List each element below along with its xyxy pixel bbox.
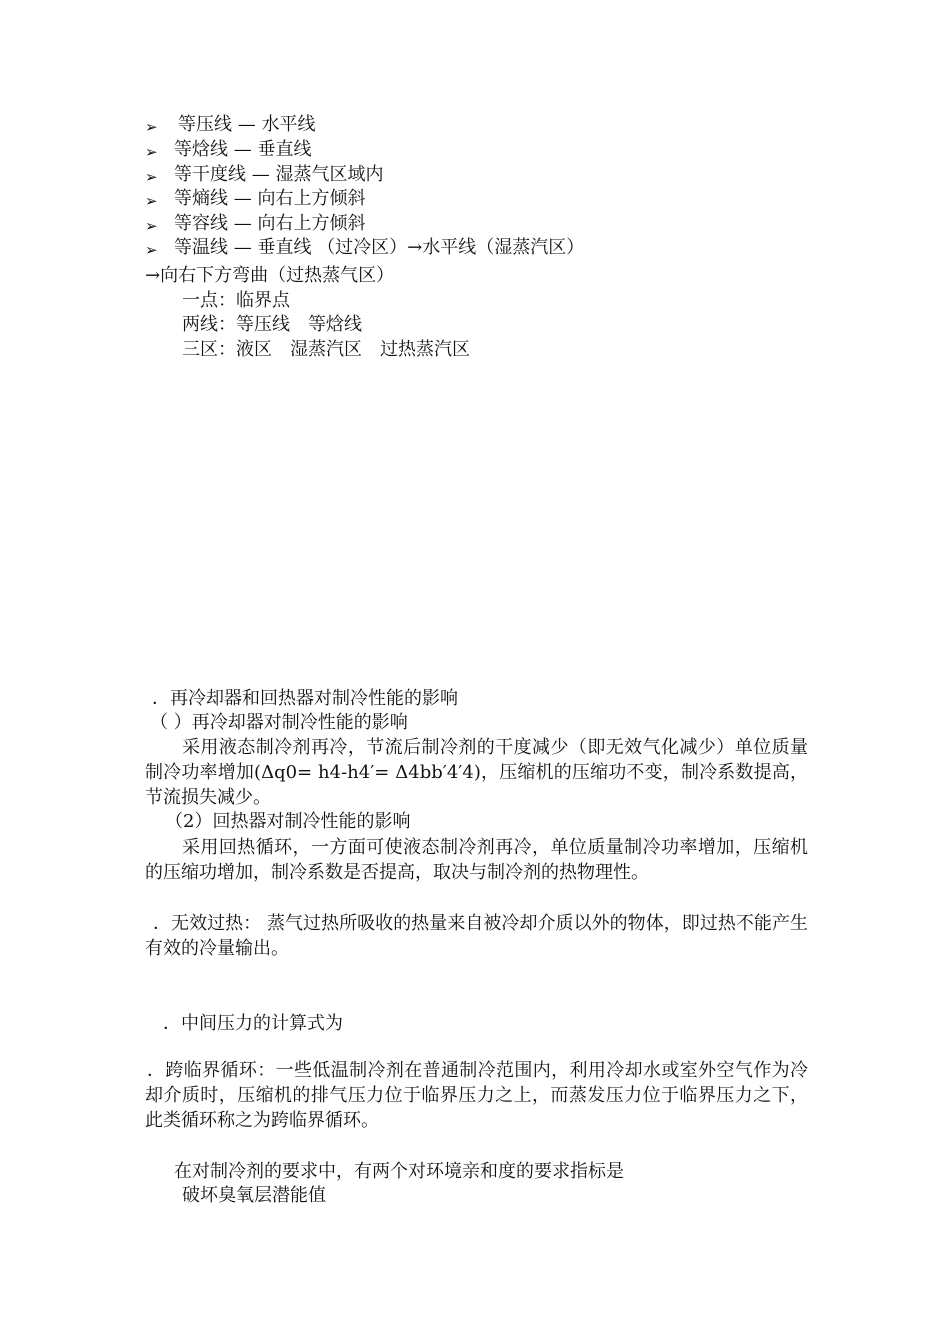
bullet-isenthalp: 等焓线 — 垂直线 (174, 139, 312, 160)
bullet-arrow-icon: ➢ (145, 168, 158, 186)
summary-one-point: 一点：临界点 (182, 290, 290, 311)
subsection-subcooler-heading: （ ）再冷却器对制冷性能的影响 (150, 712, 408, 733)
odp-item: 破坏臭氧层潜能值 (182, 1185, 326, 1206)
bullet-arrow-icon: ➢ (145, 143, 158, 161)
summary-two-lines: 两线：等压线 等焓线 (182, 314, 362, 335)
bullet-isentrope: 等熵线 — 向右上方倾斜 (174, 188, 366, 209)
summary-three-zones: 三区：液区 湿蒸汽区 过热蒸汽区 (182, 339, 470, 360)
bullet-arrow-icon: ➢ (145, 192, 158, 210)
transcritical-paragraph: ．跨临界循环：一些低温制冷剂在普通制冷范围内，利用冷却水或室外空气作为冷却介质时，压缩机的排气压力位于临界压力之上，而蒸发压力位于临界压力之下，此类循环称之为跨临界循环。 (145, 1060, 808, 1131)
bullet-continuation: →向右下方弯曲（过热蒸气区） (145, 265, 395, 286)
bullet-quality: 等干度线 — 湿蒸气区域内 (174, 164, 384, 185)
bullet-isobar: 等压线 — 水平线 (178, 114, 316, 135)
bullet-isotherm: 等温线 — 垂直线 （过冷区）→水平线（湿蒸汽区） (174, 237, 585, 258)
bullet-arrow-icon: ➢ (145, 241, 158, 259)
bullet-arrow-icon: ➢ (145, 118, 158, 136)
useless-superheat-paragraph: ．无效过热： 蒸气过热所吸收的热量来自被冷却介质以外的物体，即过热不能产生有效的冷量输出。 (145, 913, 808, 959)
bullet-arrow-icon: ➢ (145, 217, 158, 235)
environment-requirements: 在对制冷剂的要求中，有两个对环境亲和度的要求指标是 (174, 1161, 624, 1182)
section-heading: ．再冷却器和回热器对制冷性能的影响 (152, 688, 458, 709)
subsection-regenerator-body: 采用回热循环，一方面可使液态制冷剂再冷，单位质量制冷功率增加，压缩机的压缩功增加，制冷系数是否提高，取决与制冷剂的热物理性。 (145, 837, 808, 883)
intermediate-pressure-heading: ．中间压力的计算式为 (163, 1013, 343, 1034)
bullet-isochore: 等容线 — 向右上方倾斜 (174, 213, 366, 234)
subsection-regenerator-heading: （2）回热器对制冷性能的影响 (165, 811, 411, 832)
subsection-subcooler-body: 采用液态制冷剂再冷，节流后制冷剂的干度减少（即无效气化减少）单位质量制冷功率增加(Δq0= h4-h4′= Δ4bb′4′4)，压缩机的压缩功不变，制冷系数提高，节流损失减少。 (145, 737, 808, 808)
